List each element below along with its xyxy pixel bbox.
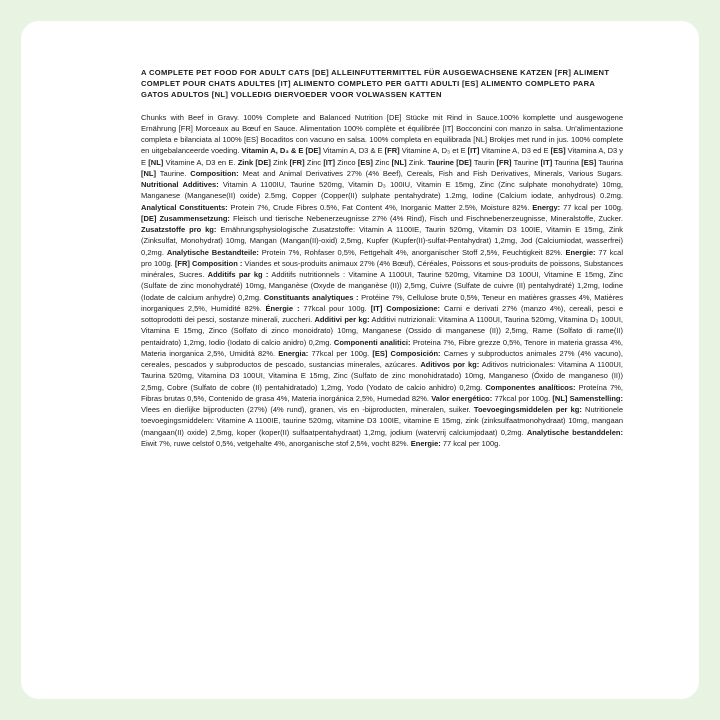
label-content <box>141 67 623 449</box>
ingredient-declaration-text: Chunks with Beef in Gravy. 100% Complete and Balanced Nutrition [DE] Stücke mit Rind in Sauce.100% komplette und ausgewogene Ernährung [FR] Morceaux au Bœuf en Sauce. Alimentation 100% complète et équilibrée [IT] Bocconcini con manzo in salsa. Un'alimentazione completa e bilanciata al 100% [ES] Bocaditos con vacuno en salsa. 100% completa en equilibrada [NL] Brokjes met rund in jus. 100% complete en uitgebalanceerde voeding. Vitamin A, D₃ & E [DE] Vitamin A, D3 & E [FR] Vitamine A, D₃ et E [IT] Vitamine A, D3 ed E [ES] Vitamina A, D3 y E [NL] Vitamine A, D3 en E. Zink [DE] Zink [FR] Zinc [IT] Zinco [ES] Zinc [NL] Zink. Taurine [DE] Taurin [FR] Taurine [IT] Taurina [ES] Taurina [NL] Taurine. Composition: Meat and Animal Derivatives 27% (4% Beef), Cereals, Fish and Fish Derivatives, Minerals, Various Sugars. Nutritional Additives: Vitamin A 1100IU, Taurine 520mg, Vitamin D₃ 100IU, Vitamin E 15mg, Zinc (Zinc sulphate monohydrate) 10mg, Manganese (Manganese(II) oxide) 2.5mg, Copper (Copper(II) sulphate pentahydrate) 1.2mg, Iodine (Calcium iodate, anhydrous) 0.2mg. Analytical Constituents: Protein 7%, Crude Fibres 0.5%, Fat Content 4%, Inorganic Matter 2.5%, Moisture 82%. Energy: 77 kcal per 100g. [DE] Zusammensetzung: Fleisch und tierische Nebenerzeugnisse 27% (4% Rind), Fisch und Fischnebenerzeugnisse, Mineralstoffe, Zucker. Zusatzstoffe pro kg: Ernährungsphysiologische Zusatzstoffe: Vitamin A 1100IE, Taurin 520mg, Vitamin D3 100IE, Vitamin E 15mg, Zink (Zinksulfat, Monohydrat) 10mg, Mangan (Mangan(II)-oxid) 2,5mg, Kupfer (Kupfer(II)-sulfat-Pentahydrat) 1,2mg, Jod (Calciumiodat, wasserfrei) 0,2mg. Analytische Bestandteile: Protein 7%, Rohfaser 0,5%, Fettgehalt 4%, anorganischer Stoff 2,5%, Feuchtigkeit 82%. Energie: 77 kcal pro 100g. [FR] Composition : Viandes et sous-produits animaux 27% (4% Bœuf), Céréales, Poissons et sous-produits de poissons, Substances minérales, Sucres. Additifs par kg : Additifs nutritionnels : Vitamine A 1100UI, Taurine 520mg, Vitamine D3 100UI, Vitamine E 15mg, Zinc (Sulfate de zinc monohydraté) 10mg, Manganèse (Oxyde de manganèse (II)) 2,5mg, Cuivre (Sulfate de cuivre (II) pentahydraté) 1,2mg, Iodine (Iodate de calcium anhydre) 0,2mg. Constituants analytiques : Protéine 7%, Cellulose brute 0,5%, Teneur en matières grasses 4%, Matières inorganiques 2,5%, Humidité 82%. Énergie : 77kcal pour 100g. [IT] Composizione: Carni e derivati 27% (manzo 4%), cereali, pesci e sottoprodotti dei pesci, sostanze minerali, zuccheri. Additivi per kg: Additivi nutrizionali: Vitamina A 1100UI, Taurina 520mg, Vitamina D₃ 100UI, Vitamina E 15mg, Zinco (Solfato di zinco monoidrato) 10mg, Manganese (Ossido di manganese (II)) 2,5mg, Rame (Solfato di rame(II) pentaidrato) 1,2mg, Iodio (Iodato di calcio anidro) 0,2mg. Componenti analitici: Proteina 7%, Fibre grezze 0,5%, Tenore in materia grassa 4%, Materia inorganica 2,5%, Umidità 82%. Energia: 77kcal per 100g. [ES] Composición: Carnes y subproductos animales 27% (4% vacuno), cereales, pescados y subproductos de pescado, sustancias minerales, azúcares. Aditivos por kg: Aditivos nutricionales: Vitamina A 1100UI, Taurina 520mg, Vitamina D3 100UI, Vitamina E 15mg, Zinc (Sulfato de zinc monohidratado) 10mg, Manganeso (Óxido de manganeso (II)) 2,5mg, Cobre (Sulfato de cobre (II) pentahidratado) 1,2mg, Yodo (Yodato de calcio anhidro) 0,2mg. Componentes analíticos: Proteína 7%, Fibras brutas 0,5%, Contenido de grasa 4%, Materia inorgánica 2,5%, Humedad 82%. Valor energético: 77kcal por 100g. [NL] Samenstelling: Vlees en dierlijke bijproducten (27%) (4% rund), granen, vis en -bijproducten, mineralen, suiker. Toevoegingsmiddelen per kg: Nutritionele toevoegingsmiddelen: Vitamine A 1100IE, taurine 520mg, vitamine D3 100IE, vitamine E 15mg, zink (zinksulfaatmonohydraat) 10mg, mangaan (mangaan(II) oxide) 2,5mg, koper (koper(II) sulfaatpentahydraat) 1,2mg, jodium (watervrij calciumjodaat) 0,2mg. Analytische bestanddelen: Eiwit 7%, ruwe celstof 0,5%, vetgehalte 4%, anorganische stof 2,5%, vocht 82%. Energie: 77 kcal per 100g. <box>141 112 624 448</box>
page-title: A COMPLETE PET FOOD FOR ADULT CATS [DE] ALLEINFUTTERMITTEL FÜR AUSGEWACHSENE KATZEN [FR] ALIMENT COMPLET POUR CHATS ADULTES [IT] ALIMENTO COMPLETO PER GATTI ADULTI [ES] ALIMENTO COMPLETO PARA GATOS ADULTOS [NL] VOLLEDIG DIERVOEDER VOOR VOLWASSEN KATTEN <box>141 68 610 100</box>
label-panel <box>21 21 699 699</box>
